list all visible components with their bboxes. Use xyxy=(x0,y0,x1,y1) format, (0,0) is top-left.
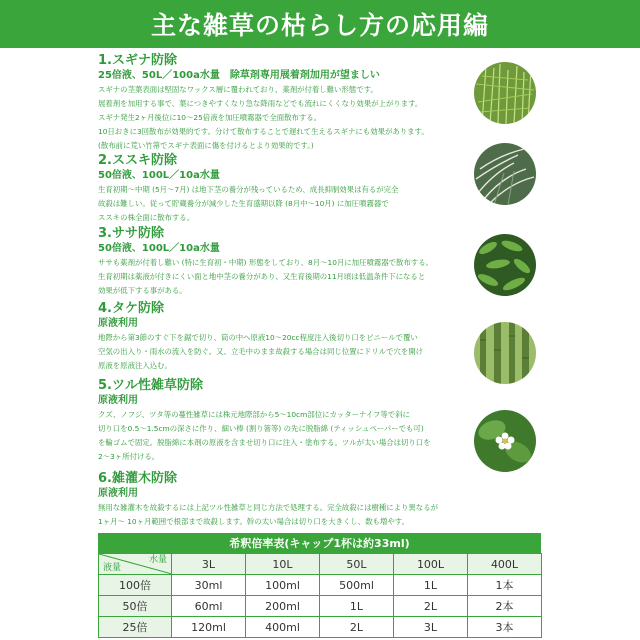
table-cell: 200ml xyxy=(246,596,320,617)
section-title: 1.スギナ防除 xyxy=(98,53,177,68)
section-line: 効果が低下する事がある。 xyxy=(98,286,187,295)
column-header: 100L xyxy=(394,554,468,575)
column-header: 3L xyxy=(172,554,246,575)
section-line: 1ヶ月～ 10ヶ月範囲で根部まで故殺します。幹の太い場合は切り口を大きくし、数も増やす。 xyxy=(98,517,409,526)
table-cell: 2L xyxy=(320,617,394,638)
section-horsetail xyxy=(98,53,468,153)
column-header: 10L xyxy=(246,554,320,575)
section-line: (散布前に荒い竹箒でスギナ表面に傷を付けるとより効果的です。) xyxy=(98,141,314,150)
section-line: 故殺は難しい。従って貯蔵養分が減少した生育盛期以降 (8月中～10月) に加圧噴霧器で xyxy=(98,199,389,208)
section-title: 4.タケ防除 xyxy=(98,301,164,316)
table-row xyxy=(99,596,542,617)
section-bamboo xyxy=(98,301,468,373)
horsetail-photo-icon xyxy=(474,62,536,124)
section-subtitle: 原液利用 xyxy=(98,318,138,329)
table-cell: 2L xyxy=(394,596,468,617)
vine-flower-photo-icon xyxy=(474,410,536,472)
row-header: 100倍 xyxy=(99,575,172,596)
table-cell: 1L xyxy=(394,575,468,596)
section-line: スギナ発生2ヶ月後位に10～25倍液を加圧噴霧器で全面散布する。 xyxy=(98,113,322,122)
section-line: 原液を原液注入込む。 xyxy=(98,361,172,370)
section-line: ススキの株全面に散布する。 xyxy=(98,213,195,222)
section-line: スギナの茎葉表面は堅固なワックス層に覆われており、薬剤が付着し難い形態です。 xyxy=(98,85,378,94)
table-cell: 2本 xyxy=(468,596,542,617)
section-subtitle: 原液利用 xyxy=(98,395,138,406)
section-bamboo-grass xyxy=(98,226,468,298)
table-cell: 400ml xyxy=(246,617,320,638)
section-line: 切り口を0.5～1.5cmの深さに作り、細い棒 (割り箸等) の先に脱脂綿 (ティッシュペーパーでも可) xyxy=(98,424,424,433)
section-line: 2～3ヶ所付ける。 xyxy=(98,452,160,461)
page-title: 主な雑草の枯らし方の応用編 xyxy=(150,11,489,40)
section-line: 10日おきに3回散布が効果的です。分けて散布することで遅れて生えるスギナにも効果があります。 xyxy=(98,127,429,136)
table-row xyxy=(99,575,542,596)
bamboo-photo-icon xyxy=(474,322,536,384)
section-title: 6.雑灌木防除 xyxy=(98,471,177,486)
section-title: 2.ススキ防除 xyxy=(98,153,177,168)
table-cell: 120ml xyxy=(172,617,246,638)
table-cell: 1L xyxy=(320,596,394,617)
corner-liquid-label: 液量 xyxy=(103,563,122,573)
row-header: 50倍 xyxy=(99,596,172,617)
section-line: 生育初期～中期 (5月～7月) は地下茎の養分が残っているため、成長抑制効果は有るが完全 xyxy=(98,185,399,194)
section-title: 3.ササ防除 xyxy=(98,226,164,241)
table-cell: 30ml xyxy=(172,575,246,596)
title-banner xyxy=(0,0,640,48)
section-vine-weeds xyxy=(98,378,468,464)
table-row xyxy=(99,617,542,638)
table-cell: 3L xyxy=(394,617,468,638)
dilution-table xyxy=(98,533,541,638)
column-header: 50L xyxy=(320,554,394,575)
table-cell: 60ml xyxy=(172,596,246,617)
table-cell: 3本 xyxy=(468,617,542,638)
column-header: 400L xyxy=(468,554,542,575)
dilution-grid xyxy=(98,553,542,638)
section-line: クズ、ノフジ、ツタ等の蔓性雑草には株元地際部から5～10cm部位にカッターナイフ等で斜に xyxy=(98,410,410,419)
table-cell: 500ml xyxy=(320,575,394,596)
table-title: 希釈倍率表(キャップ1杯は約33ml) xyxy=(98,533,541,553)
section-line: 生育初期は薬液が付きにくい面と地中茎の養分があり、又生育後期の11月頃は低温条件下になると xyxy=(98,272,426,281)
section-subtitle: 50倍液、100L／10a水量 xyxy=(98,170,220,181)
section-title: 5.ツル性雑草防除 xyxy=(98,378,203,393)
table-cell: 1本 xyxy=(468,575,542,596)
section-shrubs xyxy=(98,471,468,529)
section-line: 展着剤を加用する事で、葉につきやすくなり急な降雨などでも流れにくくなり効果が上がります。 xyxy=(98,99,423,108)
row-header: 25倍 xyxy=(99,617,172,638)
section-subtitle: 原液利用 xyxy=(98,488,138,499)
section-line: ササも薬剤が付着し難い (特に生育初・中期) 形態をしており、8月～10月に加圧噴霧器で散布する。 xyxy=(98,258,433,267)
pampas-grass-photo-icon xyxy=(474,143,536,205)
bamboo-grass-photo-icon xyxy=(474,234,536,296)
corner-water-label: 水量 xyxy=(148,555,167,565)
section-line: を輪ゴムで固定。脱脂綿に本剤の原液を含ませ切り口に注入・塗布する。ツルが太い場合は切り口を xyxy=(98,438,431,447)
corner-cell xyxy=(99,554,172,575)
section-line: 地際から第3節のすぐ下を鋸で切り、筒の中へ原液10～20cc程度注入後切り口をビニールで覆い xyxy=(98,333,418,342)
section-subtitle: 50倍液、100L／10a水量 xyxy=(98,243,220,254)
section-subtitle: 25倍液、50L／100a水量 除草剤専用展着剤加用が望ましい xyxy=(98,70,380,81)
section-line: 空気の出入り・雨水の流入を防ぐ。又、立毛中のまま故殺する場合は同じ位置にドリルで穴を開け xyxy=(98,347,424,356)
table-header-row xyxy=(99,554,542,575)
table-cell: 100ml xyxy=(246,575,320,596)
section-line: 無用な雑灌木を故殺するには上記ツル性雑草と同じ方法で処理する。完全故殺には樹種により異なるが xyxy=(98,503,438,512)
section-pampas-grass xyxy=(98,153,468,225)
